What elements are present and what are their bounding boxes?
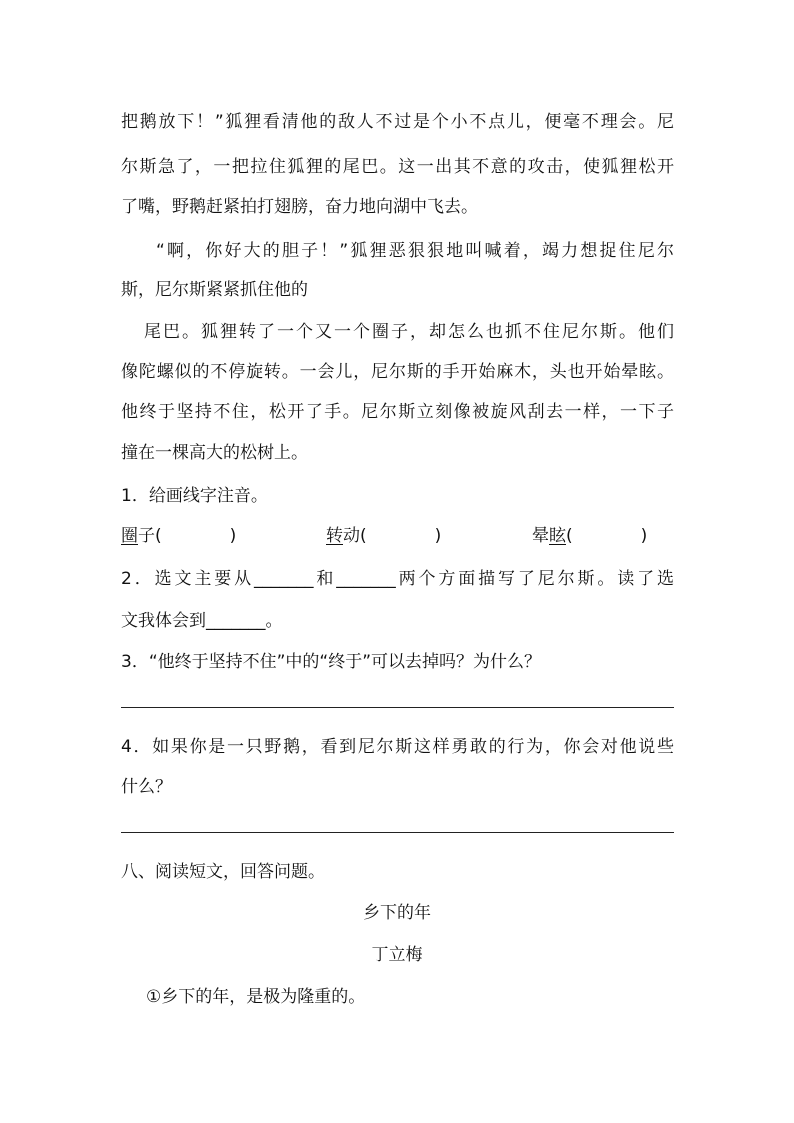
passage-line: 撞在一棵高大的松树上。 <box>121 443 308 463</box>
article-author: 丁立梅 <box>371 945 423 965</box>
passage-line: “啊，你好大的胆子！”狐狸恶狠狠地叫喊着，竭力想捉住尼尔 <box>156 241 674 261</box>
pinyin-item-1: 圈子( ) <box>121 526 237 546</box>
underlined-char: 圈 <box>121 526 138 546</box>
passage-line: 他终于坚持不住，松开了手。尼尔斯立刻像被旋风刮去一样，一下子 <box>121 402 674 422</box>
underlined-char: 眩 <box>549 526 566 546</box>
question-2-line-2: 文我体会到_______。 <box>121 611 283 631</box>
answer-line[interactable] <box>121 707 674 708</box>
article-title: 乡下的年 <box>363 903 431 923</box>
question-4-line-2: 什么？ <box>121 777 172 797</box>
section-heading: 八、阅读短文，回答问题。 <box>121 862 325 882</box>
passage-line: 尔斯急了，一把拉住狐狸的尾巴。这一出其不意的攻击，使狐狸松开 <box>121 157 674 177</box>
article-paragraph: ①乡下的年，是极为隆重的。 <box>146 987 366 1007</box>
underlined-char: 转 <box>326 526 343 546</box>
question-4-line-1: 4．如果你是一只野鹅，看到尼尔斯这样勇敢的行为，你会对他说些 <box>121 737 674 757</box>
passage-line: 了嘴，野鹅赶紧拍打翅膀，奋力地向湖中飞去。 <box>121 197 478 217</box>
passage-line: 像陀螺似的不停旋转。一会儿，尼尔斯的手开始麻木，头也开始晕眩。 <box>121 362 674 382</box>
passage-line: 尾巴。狐狸转了一个又一个圈子，却怎么也抓不住尼尔斯。他们 <box>144 322 674 342</box>
passage-line: 把鹅放下！”狐狸看清他的敌人不过是个小不点儿，便毫不理会。尼 <box>121 112 674 132</box>
question-2-line-1: 2．选文主要从_______和_______两个方面描写了尼尔斯。读了选 <box>121 569 674 589</box>
answer-line[interactable] <box>121 832 674 833</box>
pinyin-item-2: 转动( ) <box>326 526 442 546</box>
passage-line: 斯，尼尔斯紧紧抓住他的 <box>121 280 308 300</box>
question-3: 3．“他终于坚持不住”中的“终于”可以去掉吗？为什么？ <box>121 652 542 672</box>
question-1: 1．给画线字注音。 <box>121 486 268 506</box>
pinyin-item-3: 晕眩( ) <box>532 526 648 546</box>
